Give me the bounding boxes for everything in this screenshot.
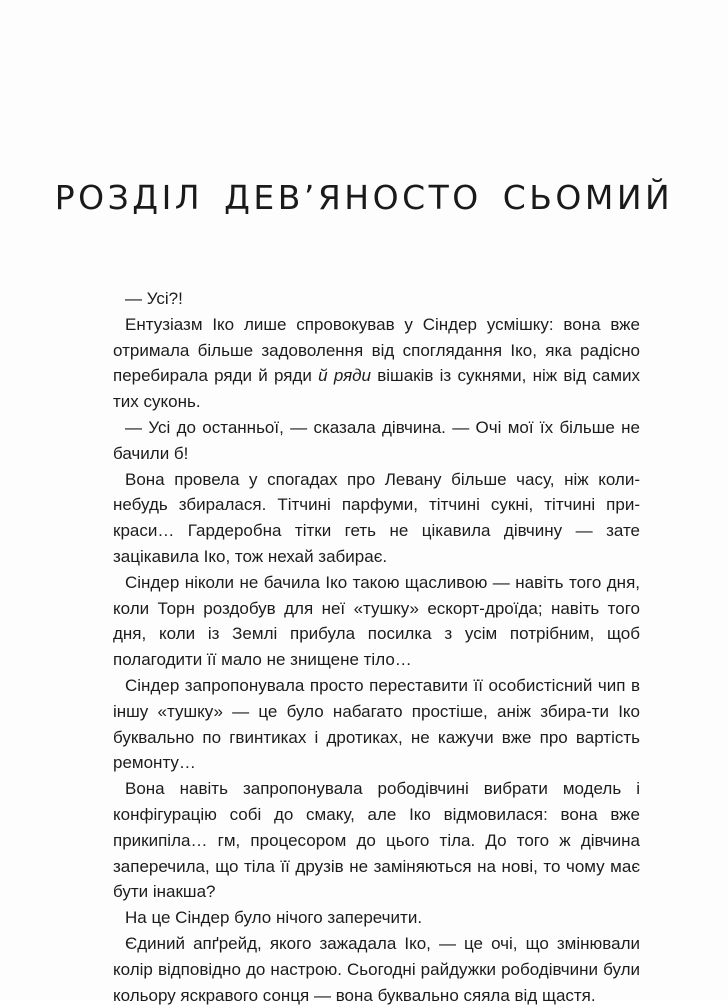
paragraph: Єдиний апґрейд, якого зажадала Іко, — це очі, що змінювали колір відповідно до настрою. Сьогодні райдужки рободівчини були кольору яскравого сонця — вона буквально сяяла від щастя. [113,933,640,1005]
chapter-title: РОЗДІЛ ДЕВ’ЯНОСТО СЬОМИЙ [54,178,674,217]
paragraph: Сіндер запропонувала просто переставити її особистісний чип в іншу «тушку» — це було набагато простіше, аніж збира-ти Іко буквально по гвинтиках і дротиках, не кажучи вже про вартість ремонту… [113,675,640,773]
paragraph: Сіндер ніколи не бачила Іко такою щасливою — навіть того дня, коли Торн роздобув для неї «тушку» ескорт-дроїда; навіть того дня, коли із Землі прибула посилка з усім потрібним, щоб полагодити її мало не знищене тіло… [113,572,640,670]
chapter-body [113,286,640,1008]
paragraph: — Усі?! [125,289,183,308]
paragraph: — Усі до останньої, — сказала дівчина. — Очі мої їх більше не бачили б! [113,417,640,463]
paragraph-text: Ентузіазм Іко лише спровокував у Сіндер усмішку: вона вже отримала більше задоволення від споглядання Іко, яка радісно перебирала ряди й ряди [113,314,640,386]
emphasis: й ряди [318,366,372,386]
paragraph-text: вішаків із сукнями, ніж від самих тих суконь. [113,366,640,412]
paragraph: Вона навіть запропонувала рободівчині вибрати модель і конфігурацію собі до смаку, але Іко відмовилася: вона вже прикипіла… гм, процесором до цього тіла. До того ж дівчина заперечила, що тіла її друзів не заміняються на нові, то чому має бути інакша? [113,779,640,902]
paragraph: На це Сіндер було нічого заперечити. [125,908,423,928]
paragraph [113,312,640,415]
paragraph: Вона провела у спогадах про Левану більше часу, ніж коли-небудь збиралася. Тітчині парфуми, тітчині сукні, тітчині при-краси… Гардеробна тітки геть не цікавила дівчину — зате зацікавила Іко, тож нехай забирає. [113,469,640,566]
